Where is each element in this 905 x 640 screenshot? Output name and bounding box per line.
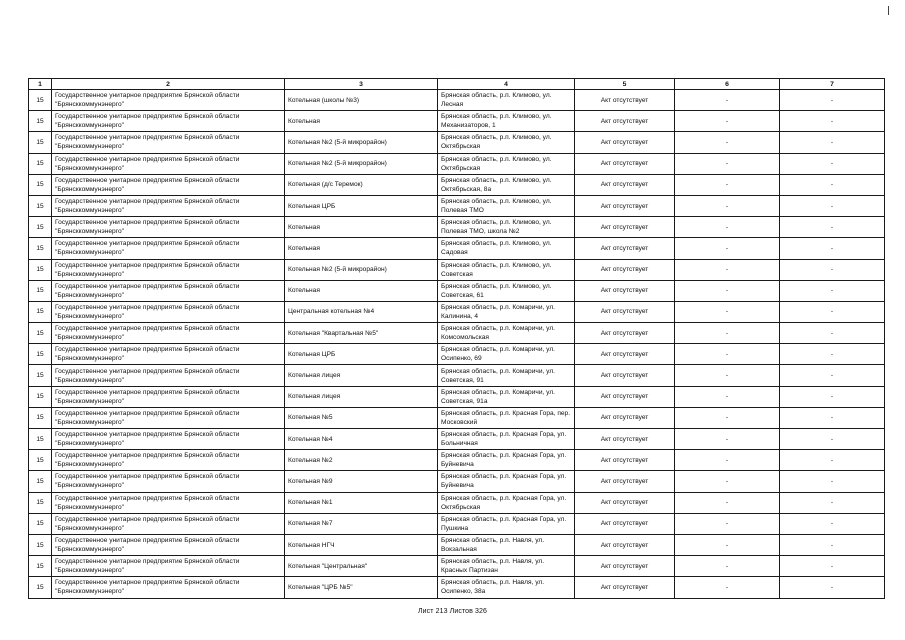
table-row <box>29 238 885 259</box>
address-cell: Брянская область, р.п. Красная Гора, ул. Октябрьская <box>438 492 575 513</box>
address-cell: Брянская область, р.п. Красная Гора, ул. Буйневича <box>438 450 575 471</box>
table-row <box>29 386 885 407</box>
act-status-cell: Акт отсутствует <box>575 492 675 513</box>
organization-cell: Государственное унитарное предприятие Брянской области "Брянсккоммунэнерго" <box>52 153 285 174</box>
act-status-cell: Акт отсутствует <box>575 132 675 153</box>
column-7-cell: - <box>780 238 885 259</box>
column-7-cell: - <box>780 556 885 577</box>
column-7-cell: - <box>780 365 885 386</box>
boiler-name-cell: Котельная №7 <box>285 513 438 534</box>
boiler-name-cell: Котельная №2 (5-й микрорайон) <box>285 259 438 280</box>
act-status-cell: Акт отсутствует <box>575 365 675 386</box>
boiler-name-cell: Котельная "ЦРБ №5" <box>285 577 438 598</box>
column-7-cell: - <box>780 195 885 216</box>
boiler-name-cell: Котельная "Центральная" <box>285 556 438 577</box>
boiler-name-cell: Котельная ЦРБ <box>285 344 438 365</box>
act-status-cell: Акт отсутствует <box>575 577 675 598</box>
act-status-cell: Акт отсутствует <box>575 174 675 195</box>
column-6-cell: - <box>675 301 780 322</box>
boiler-name-cell: Котельная №9 <box>285 471 438 492</box>
address-cell: Брянская область, р.п. Климово, ул. Полевая ТМО <box>438 195 575 216</box>
address-cell: Брянская область, р.п. Красная Гора, ул. Пушкина <box>438 513 575 534</box>
table-row <box>29 111 885 132</box>
organization-cell: Государственное унитарное предприятие Брянской области "Брянсккоммунэнерго" <box>52 323 285 344</box>
row-number-cell: 15 <box>29 259 52 280</box>
boiler-name-cell: Котельная НГЧ <box>285 534 438 555</box>
registry-table <box>28 78 885 599</box>
column-header-3: 3 <box>285 79 438 90</box>
act-status-cell: Акт отсутствует <box>575 450 675 471</box>
boiler-name-cell: Котельная №5 <box>285 407 438 428</box>
act-status-cell: Акт отсутствует <box>575 429 675 450</box>
act-status-cell: Акт отсутствует <box>575 471 675 492</box>
row-number-cell: 15 <box>29 365 52 386</box>
address-cell: Брянская область, р.п. Климово, ул. Советская, 61 <box>438 280 575 301</box>
organization-cell: Государственное унитарное предприятие Брянской области "Брянсккоммунэнерго" <box>52 513 285 534</box>
column-7-cell: - <box>780 217 885 238</box>
act-status-cell: Акт отсутствует <box>575 323 675 344</box>
row-number-cell: 15 <box>29 577 52 598</box>
column-6-cell: - <box>675 513 780 534</box>
act-status-cell: Акт отсутствует <box>575 301 675 322</box>
column-7-cell: - <box>780 450 885 471</box>
row-number-cell: 15 <box>29 132 52 153</box>
table-row <box>29 556 885 577</box>
organization-cell: Государственное унитарное предприятие Брянской области "Брянсккоммунэнерго" <box>52 365 285 386</box>
act-status-cell: Акт отсутствует <box>575 111 675 132</box>
column-header-7: 7 <box>780 79 885 90</box>
organization-cell: Государственное унитарное предприятие Брянской области "Брянсккоммунэнерго" <box>52 471 285 492</box>
column-7-cell: - <box>780 534 885 555</box>
organization-cell: Государственное унитарное предприятие Брянской области "Брянсккоммунэнерго" <box>52 556 285 577</box>
row-number-cell: 15 <box>29 153 52 174</box>
column-7-cell: - <box>780 577 885 598</box>
column-6-cell: - <box>675 534 780 555</box>
table-row <box>29 174 885 195</box>
boiler-name-cell: Котельная ЦРБ <box>285 195 438 216</box>
column-7-cell: - <box>780 111 885 132</box>
table-row <box>29 323 885 344</box>
column-7-cell: - <box>780 407 885 428</box>
act-status-cell: Акт отсутствует <box>575 344 675 365</box>
column-7-cell: - <box>780 323 885 344</box>
act-status-cell: Акт отсутствует <box>575 90 675 111</box>
table-row <box>29 407 885 428</box>
column-6-cell: - <box>675 174 780 195</box>
column-6-cell: - <box>675 259 780 280</box>
column-6-cell: - <box>675 407 780 428</box>
act-status-cell: Акт отсутствует <box>575 556 675 577</box>
row-number-cell: 15 <box>29 429 52 450</box>
table-header <box>29 79 885 90</box>
column-6-cell: - <box>675 471 780 492</box>
address-cell: Брянская область, р.п. Климово, ул. Полевая ТМО, школа №2 <box>438 217 575 238</box>
organization-cell: Государственное унитарное предприятие Брянской области "Брянсккоммунэнерго" <box>52 492 285 513</box>
column-6-cell: - <box>675 217 780 238</box>
row-number-cell: 15 <box>29 344 52 365</box>
row-number-cell: 15 <box>29 386 52 407</box>
column-6-cell: - <box>675 153 780 174</box>
table-row <box>29 153 885 174</box>
column-6-cell: - <box>675 238 780 259</box>
column-7-cell: - <box>780 259 885 280</box>
row-number-cell: 15 <box>29 513 52 534</box>
table-row <box>29 471 885 492</box>
address-cell: Брянская область, р.п. Комаричи, ул. Советская, 91а <box>438 386 575 407</box>
column-7-cell: - <box>780 471 885 492</box>
column-6-cell: - <box>675 429 780 450</box>
address-cell: Брянская область, р.п. Комаричи, ул. Калинина, 4 <box>438 301 575 322</box>
address-cell: Брянская область, р.п. Красная Гора, ул. Больничная <box>438 429 575 450</box>
table-row <box>29 195 885 216</box>
table-row <box>29 365 885 386</box>
column-7-cell: - <box>780 132 885 153</box>
row-number-cell: 15 <box>29 323 52 344</box>
boiler-name-cell: Котельная №1 <box>285 492 438 513</box>
address-cell: Брянская область, р.п. Навля, ул. Красных Партизан <box>438 556 575 577</box>
column-header-1: 1 <box>29 79 52 90</box>
column-7-cell: - <box>780 492 885 513</box>
boiler-name-cell: Центральная котельная №4 <box>285 301 438 322</box>
row-number-cell: 15 <box>29 556 52 577</box>
organization-cell: Государственное унитарное предприятие Брянской области "Брянсккоммунэнерго" <box>52 429 285 450</box>
address-cell: Брянская область, р.п. Климово, ул. Октябрьская <box>438 132 575 153</box>
act-status-cell: Акт отсутствует <box>575 238 675 259</box>
column-header-2: 2 <box>52 79 285 90</box>
row-number-cell: 15 <box>29 492 52 513</box>
organization-cell: Государственное унитарное предприятие Брянской области "Брянсккоммунэнерго" <box>52 217 285 238</box>
organization-cell: Государственное унитарное предприятие Брянской области "Брянсккоммунэнерго" <box>52 90 285 111</box>
column-7-cell: - <box>780 280 885 301</box>
act-status-cell: Акт отсутствует <box>575 195 675 216</box>
address-cell: Брянская область, р.п. Красная Гора, пер. Московский <box>438 407 575 428</box>
page-footer: Лист 213 Листов 326 <box>417 608 488 615</box>
table-row <box>29 429 885 450</box>
table-row <box>29 90 885 111</box>
table-row <box>29 534 885 555</box>
table-row <box>29 492 885 513</box>
table-row <box>29 280 885 301</box>
organization-cell: Государственное унитарное предприятие Брянской области "Брянсккоммунэнерго" <box>52 534 285 555</box>
scan-corner-mark <box>888 6 889 15</box>
boiler-name-cell: Котельная №2 <box>285 450 438 471</box>
boiler-name-cell: Котельная "Квартальная №5" <box>285 323 438 344</box>
row-number-cell: 15 <box>29 195 52 216</box>
column-7-cell: - <box>780 90 885 111</box>
organization-cell: Государственное унитарное предприятие Брянской области "Брянсккоммунэнерго" <box>52 111 285 132</box>
table-row <box>29 132 885 153</box>
table-row <box>29 577 885 598</box>
table-row <box>29 450 885 471</box>
column-6-cell: - <box>675 344 780 365</box>
boiler-name-cell: Котельная (школы №3) <box>285 90 438 111</box>
column-6-cell: - <box>675 386 780 407</box>
row-number-cell: 15 <box>29 174 52 195</box>
address-cell: Брянская область, р.п. Климово, ул. Лесная <box>438 90 575 111</box>
boiler-name-cell: Котельная №2 (5-й микрорайон) <box>285 153 438 174</box>
act-status-cell: Акт отсутствует <box>575 407 675 428</box>
organization-cell: Государственное унитарное предприятие Брянской области "Брянсккоммунэнерго" <box>52 259 285 280</box>
organization-cell: Государственное унитарное предприятие Брянской области "Брянсккоммунэнерго" <box>52 344 285 365</box>
organization-cell: Государственное унитарное предприятие Брянской области "Брянсккоммунэнерго" <box>52 407 285 428</box>
table-body <box>29 90 885 599</box>
address-cell: Брянская область, р.п. Комаричи, ул. Советская, 91 <box>438 365 575 386</box>
boiler-name-cell: Котельная №2 (5-й микрорайон) <box>285 132 438 153</box>
row-number-cell: 15 <box>29 217 52 238</box>
row-number-cell: 15 <box>29 238 52 259</box>
boiler-name-cell: Котельная <box>285 238 438 259</box>
column-header-4: 4 <box>438 79 575 90</box>
column-6-cell: - <box>675 556 780 577</box>
boiler-name-cell: Котельная лицея <box>285 386 438 407</box>
column-6-cell: - <box>675 365 780 386</box>
header-row <box>29 79 885 90</box>
address-cell: Брянская область, р.п. Красная Гора, ул. Буйневича <box>438 471 575 492</box>
column-header-5: 5 <box>575 79 675 90</box>
address-cell: Брянская область, р.п. Навля, ул. Вокзальная <box>438 534 575 555</box>
organization-cell: Государственное унитарное предприятие Брянской области "Брянсккоммунэнерго" <box>52 195 285 216</box>
address-cell: Брянская область, р.п. Климово, ул. Октябрьская <box>438 153 575 174</box>
table-row <box>29 344 885 365</box>
act-status-cell: Акт отсутствует <box>575 217 675 238</box>
column-7-cell: - <box>780 301 885 322</box>
column-7-cell: - <box>780 429 885 450</box>
row-number-cell: 15 <box>29 534 52 555</box>
address-cell: Брянская область, р.п. Климово, ул. Октябрьская, 8а <box>438 174 575 195</box>
organization-cell: Государственное унитарное предприятие Брянской области "Брянсккоммунэнерго" <box>52 238 285 259</box>
boiler-name-cell: Котельная <box>285 111 438 132</box>
act-status-cell: Акт отсутствует <box>575 513 675 534</box>
row-number-cell: 15 <box>29 407 52 428</box>
act-status-cell: Акт отсутствует <box>575 259 675 280</box>
column-6-cell: - <box>675 132 780 153</box>
organization-cell: Государственное унитарное предприятие Брянской области "Брянсккоммунэнерго" <box>52 450 285 471</box>
address-cell: Брянская область, р.п. Комаричи, ул. Комсомольская <box>438 323 575 344</box>
act-status-cell: Акт отсутствует <box>575 153 675 174</box>
table-row <box>29 301 885 322</box>
column-7-cell: - <box>780 153 885 174</box>
organization-cell: Государственное унитарное предприятие Брянской области "Брянсккоммунэнерго" <box>52 386 285 407</box>
column-6-cell: - <box>675 450 780 471</box>
organization-cell: Государственное унитарное предприятие Брянской области "Брянсккоммунэнерго" <box>52 301 285 322</box>
column-header-6: 6 <box>675 79 780 90</box>
table-row <box>29 259 885 280</box>
row-number-cell: 15 <box>29 450 52 471</box>
organization-cell: Государственное унитарное предприятие Брянской области "Брянсккоммунэнерго" <box>52 577 285 598</box>
address-cell: Брянская область, р.п. Климово, ул. Советская <box>438 259 575 280</box>
boiler-name-cell: Котельная <box>285 217 438 238</box>
column-6-cell: - <box>675 577 780 598</box>
column-6-cell: - <box>675 90 780 111</box>
column-6-cell: - <box>675 111 780 132</box>
boiler-name-cell: Котельная <box>285 280 438 301</box>
act-status-cell: Акт отсутствует <box>575 386 675 407</box>
act-status-cell: Акт отсутствует <box>575 534 675 555</box>
organization-cell: Государственное унитарное предприятие Брянской области "Брянсккоммунэнерго" <box>52 132 285 153</box>
address-cell: Брянская область, р.п. Комаричи, ул. Осипенко, 69 <box>438 344 575 365</box>
address-cell: Брянская область, р.п. Климово, ул. Садовая <box>438 238 575 259</box>
column-7-cell: - <box>780 344 885 365</box>
table-row <box>29 513 885 534</box>
row-number-cell: 15 <box>29 111 52 132</box>
column-6-cell: - <box>675 195 780 216</box>
column-7-cell: - <box>780 174 885 195</box>
organization-cell: Государственное унитарное предприятие Брянской области "Брянсккоммунэнерго" <box>52 174 285 195</box>
row-number-cell: 15 <box>29 471 52 492</box>
organization-cell: Государственное унитарное предприятие Брянской области "Брянсккоммунэнерго" <box>52 280 285 301</box>
column-6-cell: - <box>675 280 780 301</box>
row-number-cell: 15 <box>29 90 52 111</box>
act-status-cell: Акт отсутствует <box>575 280 675 301</box>
column-6-cell: - <box>675 323 780 344</box>
column-7-cell: - <box>780 386 885 407</box>
row-number-cell: 15 <box>29 280 52 301</box>
column-6-cell: - <box>675 492 780 513</box>
boiler-name-cell: Котельная (д/с Теремок) <box>285 174 438 195</box>
address-cell: Брянская область, р.п. Навля, ул. Осипенко, 38а <box>438 577 575 598</box>
column-7-cell: - <box>780 513 885 534</box>
boiler-name-cell: Котельная лицея <box>285 365 438 386</box>
boiler-name-cell: Котельная №4 <box>285 429 438 450</box>
address-cell: Брянская область, р.п. Климово, ул. Механизаторов, 1 <box>438 111 575 132</box>
table-row <box>29 217 885 238</box>
row-number-cell: 15 <box>29 301 52 322</box>
